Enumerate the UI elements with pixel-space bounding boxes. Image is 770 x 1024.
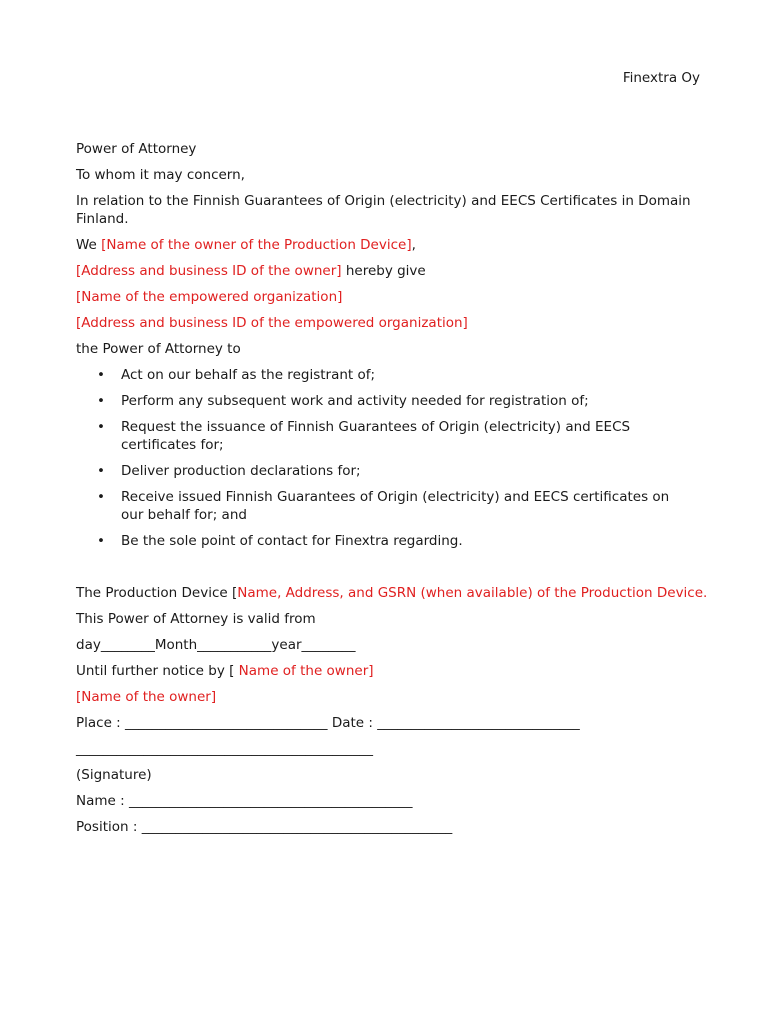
list-item: • Perform any subsequent work and activity needed for registration of; xyxy=(97,393,589,409)
until-prefix: Until further notice by [ xyxy=(76,663,235,679)
position-line: Position : ______________________________________________ xyxy=(76,819,453,835)
empowered-name-placeholder: [Name of the empowered organization] xyxy=(76,289,343,305)
list-item: • Act on our behalf as the registrant of; xyxy=(97,367,376,383)
hereby-give: hereby give xyxy=(341,263,426,279)
document-body xyxy=(76,140,716,844)
we-prefix: We xyxy=(76,237,102,253)
until-placeholder: Name of the owner] xyxy=(234,663,374,679)
signature-line: ____________________________________________ xyxy=(76,741,373,757)
intro-paragraph: In relation to the Finnish Guarantees of Origin (electricity) and EECS Certificates in Domain Finland. xyxy=(76,193,691,227)
production-device-line xyxy=(76,584,716,602)
document-title: Power of Attorney xyxy=(76,141,197,157)
owner-address-line xyxy=(76,262,716,280)
valid-from: This Power of Attorney is valid from xyxy=(76,611,316,627)
bullet-icon: • xyxy=(97,489,105,505)
powers-list xyxy=(76,366,716,550)
device-placeholder: Name, Address, and GSRN (when available) of the Production Device. xyxy=(237,585,708,601)
list-item: • Be the sole point of contact for Finextra regarding. xyxy=(97,533,463,549)
owner-name-placeholder: [Name of the owner of the Production Device] xyxy=(101,237,412,253)
poa-to: the Power of Attorney to xyxy=(76,341,241,357)
bullet-icon: • xyxy=(97,367,105,383)
bullet-icon: • xyxy=(97,463,105,479)
owner-line xyxy=(76,236,716,254)
place-date-line: Place : ______________________________ Date : ______________________________ xyxy=(76,715,580,731)
we-suffix: , xyxy=(411,237,416,253)
salutation: To whom it may concern, xyxy=(76,167,245,183)
bullet-icon: • xyxy=(97,393,105,409)
bullet-icon: • xyxy=(97,419,105,435)
name-line: Name : __________________________________________ xyxy=(76,793,413,809)
list-item: • Deliver production declarations for; xyxy=(97,463,361,479)
device-prefix: The Production Device [ xyxy=(76,585,238,601)
until-line xyxy=(76,662,716,680)
empowered-address-placeholder: [Address and business ID of the empowered organization] xyxy=(76,315,468,331)
list-item: • Request the issuance of Finnish Guarantees of Origin (electricity) and EECS certificates for; xyxy=(97,419,631,453)
company-name: Finextra Oy xyxy=(622,70,700,86)
owner-name-line: [Name of the owner] xyxy=(76,689,217,705)
owner-address-placeholder: [Address and business ID of the owner] xyxy=(76,263,342,279)
bullet-icon: • xyxy=(97,533,105,549)
signature-label: (Signature) xyxy=(76,767,152,783)
date-line: day________Month___________year________ xyxy=(76,637,356,653)
list-item: • Receive issued Finnish Guarantees of Origin (electricity) and EECS certificates on our behalf for; and xyxy=(97,489,670,523)
